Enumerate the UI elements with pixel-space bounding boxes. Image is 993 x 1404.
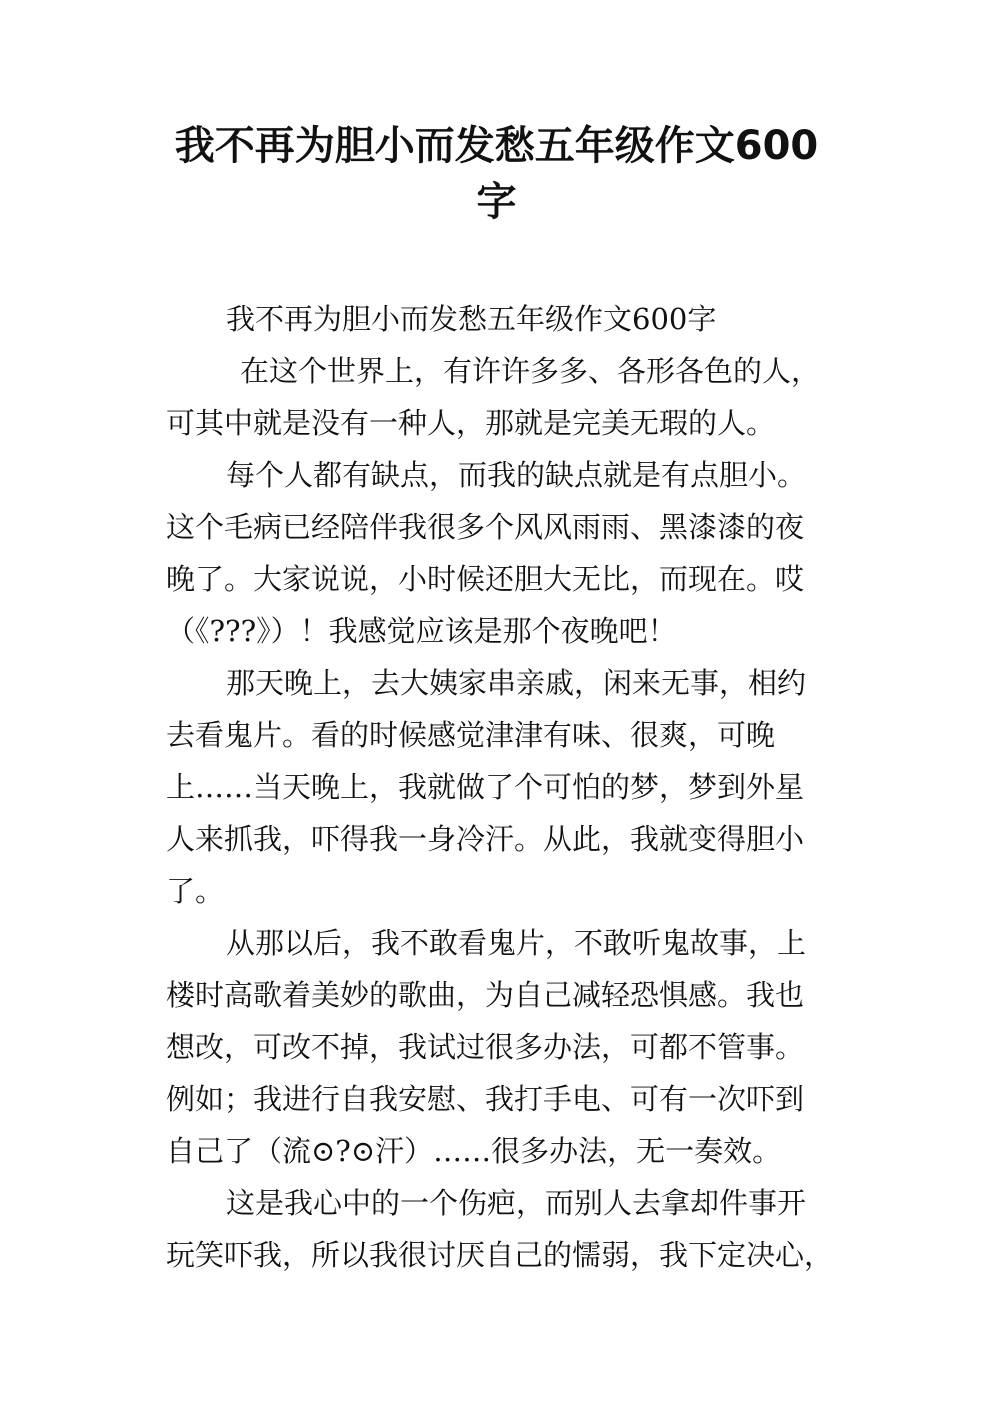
body-line: 晚了。大家说说，小时候还胆大无比，而现在。哎: [166, 562, 805, 596]
body-line: 了。: [166, 874, 225, 908]
body-line: 例如；我进行自我安慰、我打手电、可有一次吓到: [166, 1082, 805, 1116]
body-line: 从那以后，我不敢看鬼片，不敢听鬼故事，上: [226, 926, 807, 960]
body-line: 上……当天晚上，我就做了个可怕的梦，梦到外星: [166, 770, 805, 804]
body-line: 可其中就是没有一种人，那就是完美无瑕的人。: [166, 406, 776, 440]
body-line: 楼时高歌着美妙的歌曲，为自己减轻恐惧感。我也: [166, 978, 805, 1012]
body-line: 人来抓我，吓得我一身冷汗。从此，我就变得胆小: [166, 822, 805, 856]
body-line: 这是我心中的一个伤疤，而别人去拿却件事开: [226, 1186, 807, 1220]
body-line: 自己了（流⊙?⊙汗）……很多办法，无一奏效。: [166, 1134, 782, 1168]
body-line: 这个毛病已经陪伴我很多个风风雨雨、黑漆漆的夜: [166, 510, 805, 544]
body-line: 每个人都有缺点，而我的缺点就是有点胆小。: [226, 458, 807, 492]
body-line: 我不再为胆小而发愁五年级作文600字: [226, 302, 717, 336]
body-line: （《???》）！我感觉应该是那个夜晚吧！: [166, 614, 677, 648]
body-line: 在这个世界上，有许许多多、各形各色的人，: [240, 354, 821, 388]
body-line: 那天晚上，去大姨家串亲戚，闲来无事，相约: [226, 666, 807, 700]
document-title: [150, 118, 843, 230]
title-line-2: 字: [476, 179, 517, 225]
title-line-1: 我不再为胆小而发愁五年级作文600: [174, 123, 819, 169]
body-line: 想改，可改不掉，我试过很多办法，可都不管事。: [166, 1030, 805, 1064]
body-line: 去看鬼片。看的时候感觉津津有味、很爽，可晚: [166, 718, 776, 752]
body-line: 玩笑吓我，所以我很讨厌自己的懦弱，我下定决心，: [166, 1238, 834, 1272]
